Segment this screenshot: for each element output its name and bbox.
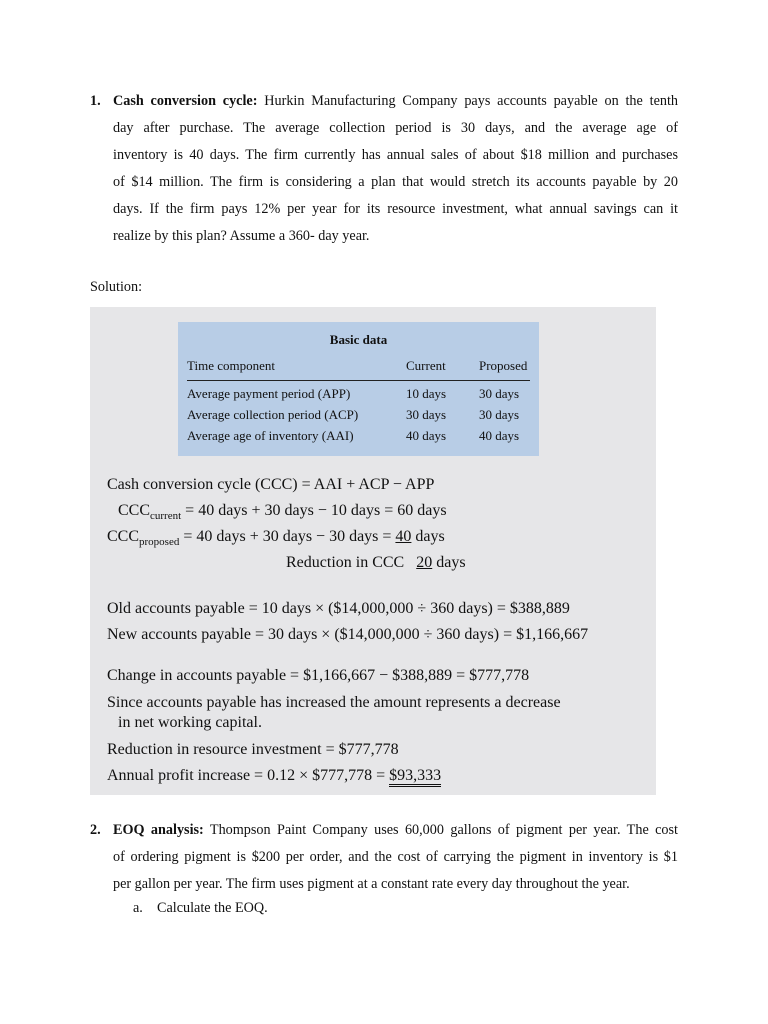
since-line-2: in net working capital. <box>118 714 262 731</box>
header-current: Current <box>406 358 446 373</box>
ccc-proposed-value: 40 <box>395 528 412 545</box>
annual-profit-value: $93,333 <box>389 767 441 787</box>
ccc-reduction <box>286 553 466 573</box>
row-current: 30 days <box>406 407 447 422</box>
row-current: 10 days <box>406 386 447 401</box>
question-2 <box>90 817 678 898</box>
question-2-line-2: of ordering pigment is $200 per order, and the cost of carrying the pigment in inventory is $1 <box>113 849 678 865</box>
row-label: Average age of inventory (AAI) <box>187 428 354 443</box>
question-2-lead: EOQ analysis: <box>113 822 204 838</box>
ccc-proposed-unit: days <box>411 528 445 545</box>
solution-label: Solution: <box>90 279 143 295</box>
annual-profit-increase <box>107 766 441 787</box>
question-2a <box>133 900 268 917</box>
ccc-current-prefix: CCC <box>118 502 151 519</box>
table-row <box>187 428 530 449</box>
ccc-current-expr: = 40 days + 30 days − 10 days = 60 days <box>181 502 447 519</box>
solution-box <box>90 307 656 795</box>
ccc-current <box>118 501 447 522</box>
row-proposed: 30 days <box>479 386 520 401</box>
question-1-line-2: day after purchase. The average collection period is 30 days, and the average age of <box>113 120 678 136</box>
row-proposed: 40 days <box>479 428 520 443</box>
old-accounts-payable: Old accounts payable = 10 days × ($14,000,000 ÷ 360 days) = $388,889 <box>107 600 570 617</box>
row-label: Average collection period (ACP) <box>187 407 359 422</box>
row-label: Average payment period (APP) <box>187 386 351 401</box>
basic-data-title: Basic data <box>329 332 388 347</box>
ccc-reduction-value: 20 <box>416 554 433 571</box>
question-2a-text: Calculate the EOQ. <box>157 900 268 916</box>
change-in-accounts-payable: Change in accounts payable = $1,166,667 − $388,889 = $777,778 <box>107 667 530 684</box>
reduction-resource-investment: Reduction in resource investment = $777,778 <box>107 741 399 758</box>
basic-data-header <box>187 358 530 381</box>
ccc-proposed-prefix: CCC <box>107 528 140 545</box>
question-2-line-1: Thompson Paint Company uses 60,000 gallons of pigment per year. The cost <box>209 822 678 838</box>
question-2-line-3: per gallon per year. The firm uses pigment at a constant rate every day throughout the year. <box>113 876 630 892</box>
question-2a-letter: a. <box>133 900 143 916</box>
row-proposed: 30 days <box>479 407 520 422</box>
ccc-current-sub: current <box>150 510 182 522</box>
question-1-line-5: days. If the firm pays 12% per year for its resource investment, what annual savings can it <box>113 201 678 217</box>
row-current: 40 days <box>406 428 447 443</box>
table-row <box>187 407 530 428</box>
header-time-component: Time component <box>187 358 275 373</box>
since-line-1: Since accounts payable has increased the amount represents a decrease <box>107 694 561 711</box>
new-accounts-payable: New accounts payable = 30 days × ($14,000,000 ÷ 360 days) = $1,166,667 <box>107 626 589 643</box>
annual-profit-prefix: Annual profit increase = 0.12 × $777,778 = <box>107 767 390 784</box>
question-1-line-6: realize by this plan? Assume a 360- day year. <box>113 228 370 244</box>
ccc-proposed-expr: = 40 days + 30 days − 30 days = <box>179 528 396 545</box>
question-1 <box>90 88 678 250</box>
question-2-number: 2. <box>90 822 101 838</box>
question-1-line-1: Hurkin Manufacturing Company pays accounts payable on the tenth <box>264 93 678 109</box>
question-1-number: 1. <box>90 93 101 109</box>
question-1-line-4: of $14 million. The firm is considering a plan that would stretch its accounts payable by 20 <box>113 174 678 190</box>
question-1-line-3: inventory is 40 days. The firm currently has annual sales of about $18 million and purchases <box>113 147 678 163</box>
header-proposed: Proposed <box>479 358 528 373</box>
ccc-proposed-sub: proposed <box>139 536 180 548</box>
ccc-reduction-label: Reduction in CCC <box>286 554 405 571</box>
table-row <box>187 386 530 407</box>
ccc-formula: Cash conversion cycle (CCC) = AAI + ACP − APP <box>107 476 435 493</box>
ccc-proposed <box>107 527 445 548</box>
basic-data-table <box>178 322 539 456</box>
question-1-lead: Cash conversion cycle: <box>113 93 258 109</box>
ccc-reduction-unit: days <box>432 554 466 571</box>
